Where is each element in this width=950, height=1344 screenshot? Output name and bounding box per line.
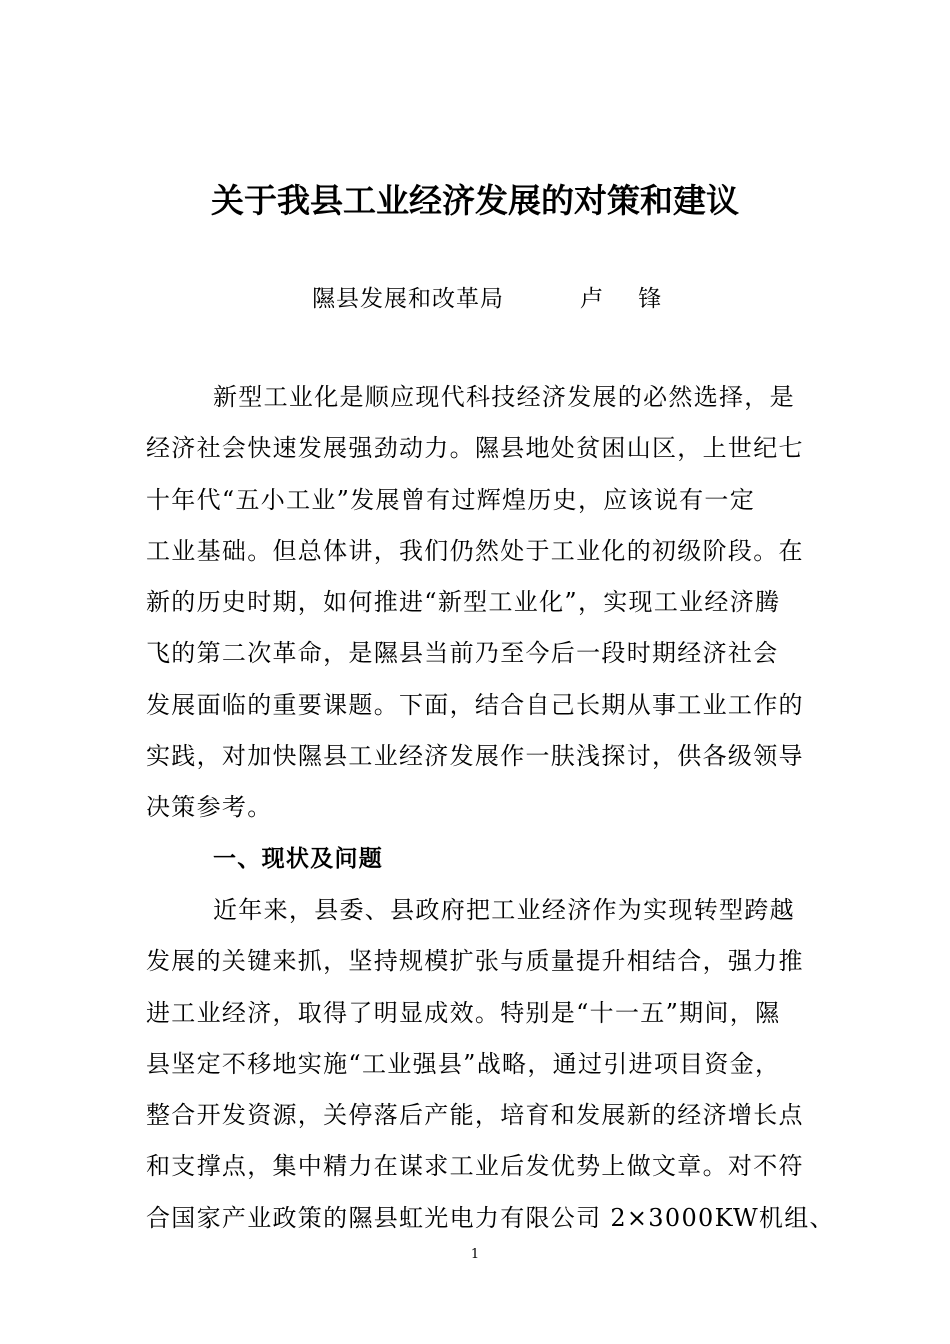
document-body	[146, 372, 835, 1244]
page-number: 1	[470, 1247, 480, 1262]
text-line: 经济社会快速发展强劲动力。隰县地处贫困山区，上世纪七	[146, 434, 804, 463]
text-line: 合国家产业政策的隰县虹光电力有限公司 2×3000KW机组、	[146, 1203, 835, 1232]
text-line: 和支撑点，集中精力在谋求工业后发优势上做文章。对不符	[146, 1152, 804, 1181]
text-line: 新型工业化是顺应现代科技经济发展的必然选择，是	[213, 383, 795, 411]
text-line: 县坚定不移地实施“工业强县”战略，通过引进项目资金，	[146, 1049, 781, 1078]
author-organization: 隰县发展和改革局	[312, 286, 504, 312]
text-line: 发展的关键来抓，坚持规模扩张与质量提升相结合，强力推	[146, 947, 804, 976]
text-line: 实践，对加快隰县工业经济发展作一肤浅探讨，供各级领导	[146, 742, 804, 771]
text-line: 工业基础。但总体讲，我们仍然处于工业化的初级阶段。在	[146, 536, 804, 565]
text-line: 飞的第二次革命，是隰县当前乃至今后一段时期经济社会	[146, 639, 779, 668]
text-line: 整合开发资源，关停落后产能，培育和发展新的经济增长点	[146, 1101, 804, 1130]
text-line: 新的历史时期，如何推进“新型工业化”，实现工业经济腾	[146, 588, 781, 617]
paragraph-intro	[146, 372, 811, 834]
text-line: 近年来，县委、县政府把工业经济作为实现转型跨越	[213, 895, 795, 924]
paragraph-status	[146, 885, 835, 1244]
text-line: 决策参考。	[146, 793, 273, 822]
text-line: 十年代“五小工业”发展曾有过辉煌历史，应该说有一定	[146, 485, 756, 514]
section-heading: 一、现状及问题	[213, 845, 384, 872]
text-line: 进工业经济，取得了明显成效。特别是“十一五”期间，隰	[146, 998, 781, 1027]
author-name: 卢 锋	[580, 286, 676, 312]
document-title: 关于我县工业经济发展的对策和建议	[211, 181, 739, 220]
text-line: 发展面临的重要课题。下面，结合自己长期从事工业工作的	[146, 690, 804, 719]
